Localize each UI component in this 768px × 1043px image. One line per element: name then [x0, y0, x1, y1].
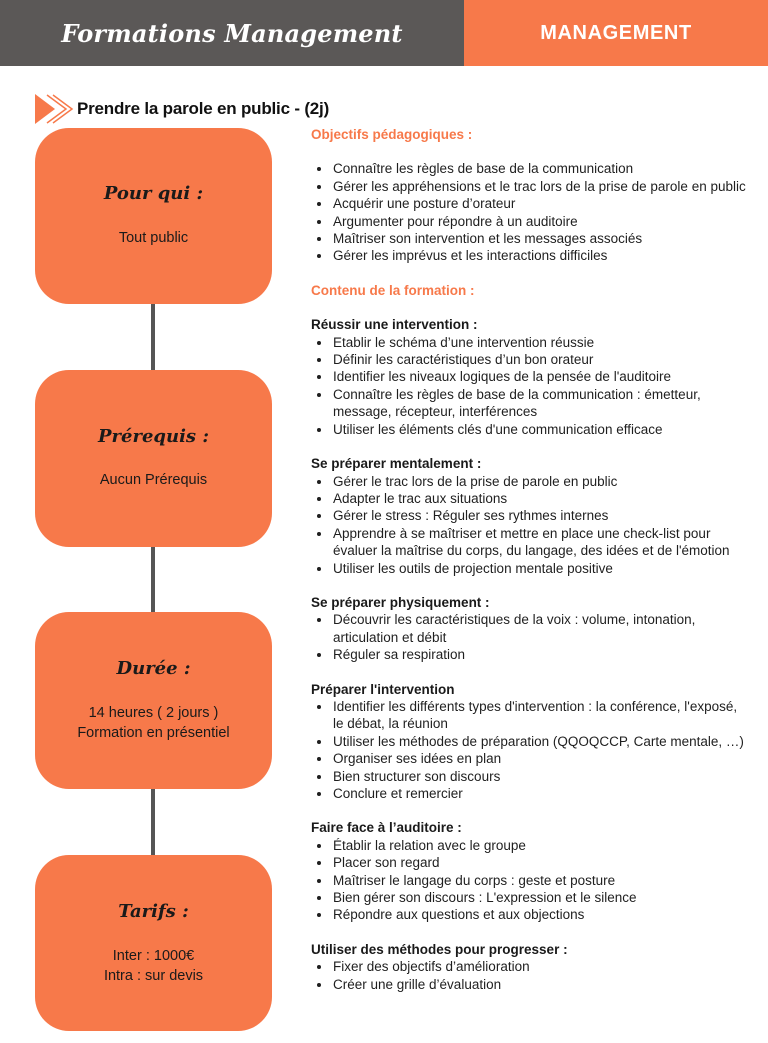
- card-tarifs: [35, 855, 272, 1031]
- block-title: Se préparer mentalement :: [311, 456, 482, 472]
- header-title: Formations Management: [61, 18, 403, 48]
- objectifs-list: [311, 160, 751, 264]
- card-value: Inter : 1000€: [112, 948, 195, 964]
- list-item: Conclure et remercier: [311, 785, 751, 802]
- header-title-bar: [0, 0, 464, 66]
- list-item: Créer une grille d’évaluation: [311, 976, 751, 993]
- card-value: Aucun Prérequis: [99, 472, 208, 488]
- list-item: Maîtriser le langage du corps : geste et posture: [311, 872, 751, 889]
- card-label: Prérequis :: [98, 426, 209, 447]
- list-item: Apprendre à se maîtriser et mettre en place une check-list pour évaluer la maîtrise du corps, du langage, des idées et de l'émotion: [311, 525, 751, 560]
- block-list: [311, 334, 751, 438]
- list-item: Répondre aux questions et aux objections: [311, 906, 751, 923]
- list-item: Découvrir les caractéristiques de la voix : volume, intonation, articulation et débit: [311, 611, 751, 646]
- list-item: Gérer les appréhensions et le trac lors de la prise de parole en public: [311, 178, 751, 195]
- block-title: Faire face à l’auditoire :: [311, 820, 462, 836]
- block-list: [311, 958, 751, 993]
- list-item: Réguler sa respiration: [311, 646, 751, 663]
- card-label: Tarifs :: [118, 901, 189, 922]
- card-label: Pour qui :: [103, 183, 204, 204]
- card-pour-qui: [35, 128, 272, 304]
- card-value: Intra : sur devis: [103, 968, 204, 984]
- list-item: Bien structurer son discours: [311, 768, 751, 785]
- list-item: Acquérir une posture d’orateur: [311, 195, 751, 212]
- block-title: Se préparer physiquement :: [311, 594, 490, 610]
- list-item: Gérer les imprévus et les interactions difficiles: [311, 247, 751, 264]
- list-item: Identifier les niveaux logiques de la pensée de l'auditoire: [311, 368, 751, 385]
- course-details: [311, 126, 751, 993]
- course-title: Prendre la parole en public - (2j): [77, 99, 330, 118]
- list-item: Adapter le trac aux situations: [311, 490, 751, 507]
- block-list: [311, 611, 751, 663]
- list-item: Bien gérer son discours : L'expression et le silence: [311, 889, 751, 906]
- block-list: [311, 698, 751, 802]
- course-title-row: [35, 94, 329, 124]
- header-badge: MANAGEMENT: [540, 21, 692, 44]
- block-list: [311, 837, 751, 924]
- block-title: Utiliser des méthodes pour progresser :: [311, 941, 568, 957]
- list-item: Connaître les règles de base de la communication: [311, 160, 751, 177]
- list-item: Utiliser les éléments clés d'une communication efficace: [311, 421, 751, 438]
- list-item: Identifier les différents types d'intervention : la conférence, l'exposé, le débat, la réunion: [311, 698, 751, 733]
- list-item: Utiliser les outils de projection mentale positive: [311, 560, 751, 577]
- list-item: Utiliser les méthodes de préparation (QQOQCCP, Carte mentale, …): [311, 733, 751, 750]
- list-item: Etablir le schéma d’une intervention réussie: [311, 334, 751, 351]
- card-duree: [35, 612, 272, 789]
- list-item: Définir les caractéristiques d’un bon orateur: [311, 351, 751, 368]
- list-item: Gérer le stress : Réguler ses rythmes internes: [311, 507, 751, 524]
- list-item: Organiser ses idées en plan: [311, 750, 751, 767]
- block-title: Réussir une intervention :: [311, 317, 478, 333]
- list-item: Maîtriser son intervention et les messages associés: [311, 230, 751, 247]
- list-item: Établir la relation avec le groupe: [311, 837, 751, 854]
- list-item: Connaître les règles de base de la communication : émetteur, message, récepteur, interférences: [311, 386, 751, 421]
- header-badge-bar: [464, 0, 768, 66]
- contenu-heading: Contenu de la formation :: [311, 282, 475, 298]
- list-item: Argumenter pour répondre à un auditoire: [311, 213, 751, 230]
- list-item: Gérer le trac lors de la prise de parole en public: [311, 473, 751, 490]
- list-item: Placer son regard: [311, 854, 751, 871]
- list-item: Fixer des objectifs d’amélioration: [311, 958, 751, 975]
- block-list: [311, 473, 751, 577]
- card-value: 14 heures ( 2 jours ): [88, 705, 219, 721]
- block-title: Préparer l'intervention: [311, 681, 455, 697]
- card-value: Formation en présentiel: [77, 725, 230, 741]
- card-prerequis: [35, 370, 272, 547]
- card-label: Durée :: [116, 658, 191, 679]
- objectifs-heading: Objectifs pédagogiques :: [311, 127, 473, 142]
- card-value: Tout public: [118, 230, 189, 246]
- double-chevron-right-icon: [35, 94, 75, 124]
